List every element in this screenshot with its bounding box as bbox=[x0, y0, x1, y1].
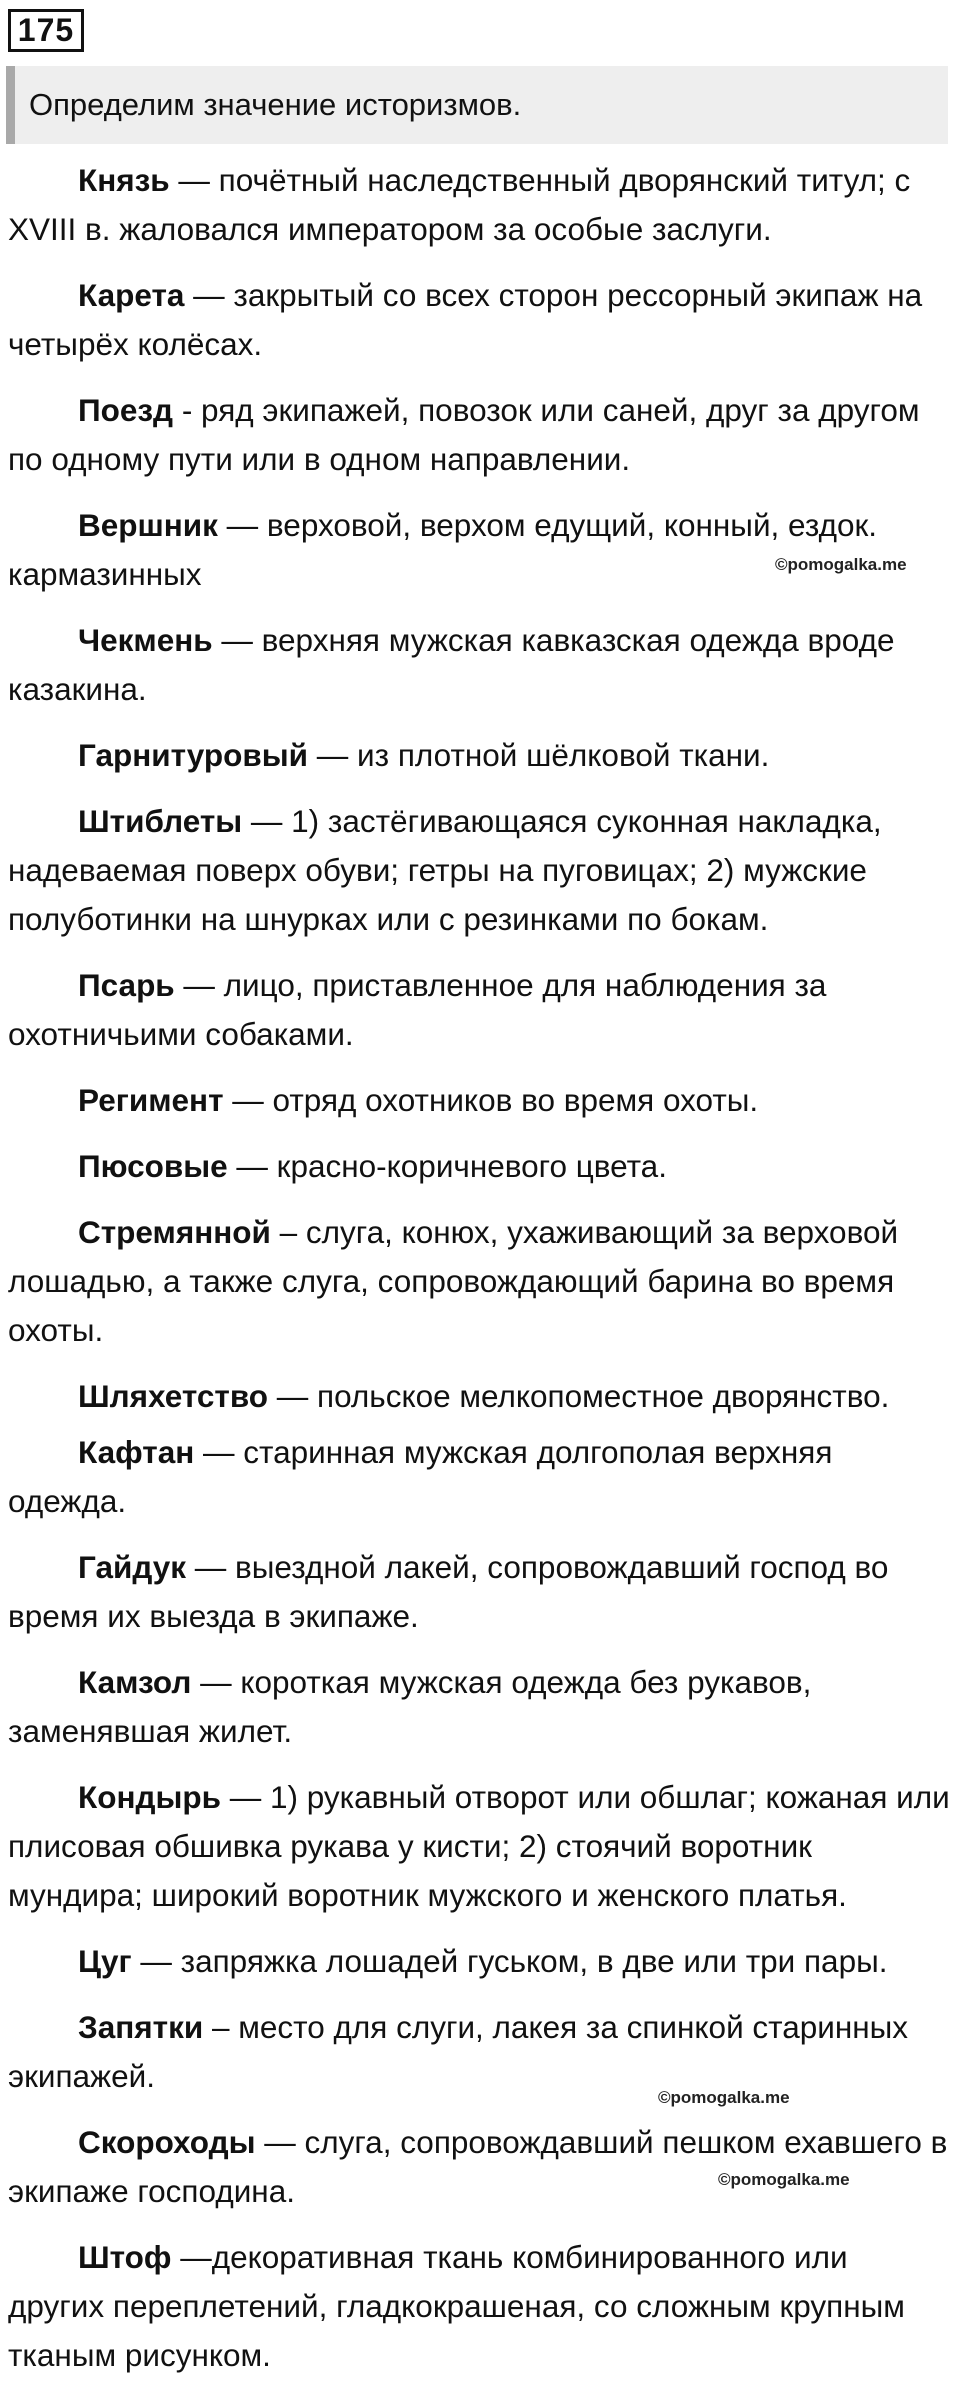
glossary-entry bbox=[8, 616, 952, 714]
glossary-definition: — 1) рукавный отворот или обшлаг; кожаная или плисовая обшивка рукава у кисти; 2) стоячий воротник мундира; широкий воротник мужского и женского платья. bbox=[8, 1779, 950, 1913]
glossary-term: Скороходы bbox=[78, 2124, 256, 2160]
glossary-term: Гарнитуровый bbox=[78, 737, 309, 773]
glossary-term: Цуг bbox=[78, 1943, 132, 1979]
glossary-definition: — польское мелкопоместное дворянство. bbox=[268, 1378, 890, 1414]
glossary-term: Карета bbox=[78, 277, 185, 313]
glossary-definition: — запряжка лошадей гуськом, в две или три пары. bbox=[131, 1943, 888, 1979]
glossary-entry bbox=[8, 2118, 952, 2216]
glossary-term: Кондырь bbox=[78, 1779, 221, 1815]
glossary-definition: — почётный наследственный дворянский титул; с XVIII в. жаловался императором за особые заслуги. bbox=[8, 162, 911, 247]
glossary-definition: — слуга, сопровождавший пешком ехавшего в экипаже господина. bbox=[8, 2124, 948, 2209]
glossary-definition: — отряд охотников во время охоты. bbox=[223, 1082, 759, 1118]
glossary-term: Кафтан bbox=[78, 1434, 195, 1470]
intro-heading: Определим значение историзмов. bbox=[6, 66, 948, 144]
glossary-definition: - ряд экипажей, повозок или саней, друг за другом по одному пути или в одном направлении. bbox=[8, 392, 920, 477]
glossary-definition: — из плотной шёлковой ткани. bbox=[308, 737, 770, 773]
glossary-entry bbox=[8, 386, 952, 484]
glossary-term: Чекмень bbox=[78, 622, 213, 658]
glossary-term: Псарь bbox=[78, 967, 175, 1003]
glossary-entry bbox=[8, 1372, 952, 1421]
glossary-entry bbox=[8, 1937, 952, 1986]
glossary-term: Стремянной bbox=[78, 1214, 271, 1250]
glossary-list bbox=[8, 156, 952, 2380]
glossary-term: Пюсовые bbox=[78, 1148, 228, 1184]
glossary-entry bbox=[8, 731, 952, 780]
watermark: ©pomogalka.me bbox=[775, 555, 907, 574]
glossary-entry bbox=[8, 1142, 952, 1191]
glossary-definition: — красно-коричневого цвета. bbox=[227, 1148, 667, 1184]
watermark: ©pomogalka.me bbox=[718, 2170, 850, 2189]
glossary-entry bbox=[8, 156, 952, 254]
glossary-term: Поезд bbox=[78, 392, 174, 428]
glossary-term: Регимент bbox=[78, 1082, 224, 1118]
glossary-definition: – слуга, конюх, ухаживающий за верховой лошадью, а также слуга, сопровождающий барина во время охоты. bbox=[8, 1214, 899, 1348]
glossary-definition: — выездной лакей, сопровождавший господ во время их выезда в экипаже. bbox=[8, 1549, 889, 1634]
watermark: ©pomogalka.me bbox=[658, 2088, 790, 2107]
glossary-term: Штоф bbox=[78, 2239, 172, 2275]
glossary-term: Князь bbox=[78, 162, 170, 198]
glossary-definition: — 1) застёгивающаяся суконная накладка, надеваемая поверх обуви; гетры на пуговицах; 2) мужские полуботинки на шнурках или с резинками по бокам. bbox=[8, 803, 882, 937]
task-number: 175 bbox=[8, 9, 84, 52]
glossary-entry bbox=[8, 1076, 952, 1125]
glossary-entry bbox=[8, 2233, 952, 2380]
glossary-entry bbox=[8, 1658, 952, 1756]
glossary-entry bbox=[8, 961, 952, 1059]
glossary-entry bbox=[8, 271, 952, 369]
glossary-entry bbox=[8, 2003, 952, 2101]
glossary-entry bbox=[8, 501, 952, 599]
glossary-term: Шляхетство bbox=[78, 1378, 269, 1414]
glossary-definition: — закрытый со всех сторон рессорный экипаж на четырёх колёсах. bbox=[8, 277, 923, 362]
glossary-definition: — верхняя мужская кавказская одежда вроде казакина. bbox=[8, 622, 895, 707]
glossary-entry bbox=[8, 1208, 952, 1355]
glossary-term: Вершник bbox=[78, 507, 218, 543]
glossary-term: Штиблеты bbox=[78, 803, 243, 839]
glossary-definition: — лицо, приставленное для наблюдения за охотничьими собаками. bbox=[8, 967, 827, 1052]
glossary-definition: – место для слуги, лакея за спинкой старинных экипажей. bbox=[8, 2009, 909, 2094]
glossary-definition: — старинная мужская долгополая верхняя одежда. bbox=[8, 1434, 833, 1519]
glossary-entry bbox=[8, 1773, 952, 1920]
glossary-term: Гайдук bbox=[78, 1549, 186, 1585]
glossary-entry bbox=[8, 797, 952, 944]
glossary-definition: — короткая мужская одежда без рукавов, заменявшая жилет. bbox=[8, 1664, 812, 1749]
glossary-entry bbox=[8, 1428, 952, 1526]
glossary-definition: —декоративная ткань комбинированного или других переплетений, гладкокрашеная, со сложным крупным тканым рисунком. bbox=[8, 2239, 905, 2373]
glossary-entry bbox=[8, 1543, 952, 1641]
glossary-definition: — верховой, верхом едущий, конный, ездок. кармазинных bbox=[8, 507, 878, 592]
glossary-term: Камзол bbox=[78, 1664, 192, 1700]
glossary-term: Запятки bbox=[78, 2009, 204, 2045]
